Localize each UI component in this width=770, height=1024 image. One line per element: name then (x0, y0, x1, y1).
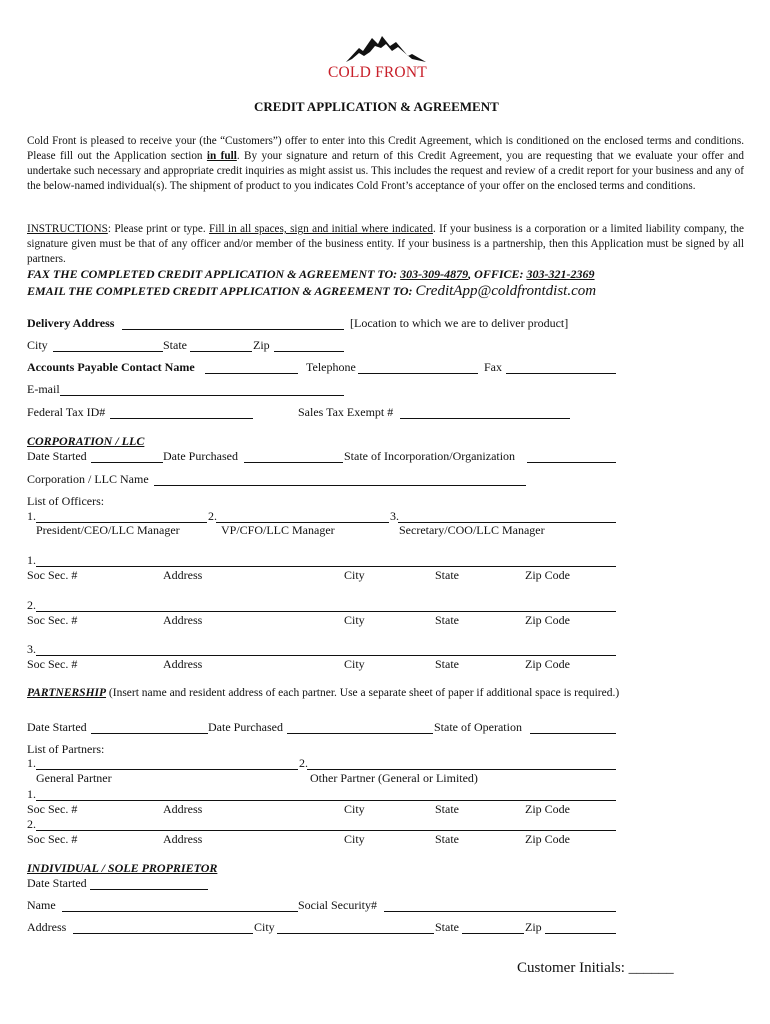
ind-date-started-label: Date Started (27, 876, 87, 890)
zip-field[interactable] (274, 351, 344, 352)
partner-detail-2-zip: Zip Code (525, 832, 570, 846)
instructions-label: INSTRUCTIONS (27, 223, 108, 235)
fax-number[interactable]: 303-309-4879 (400, 267, 469, 281)
sales-tax-field[interactable] (400, 418, 570, 419)
partner-detail-1-address: Address (163, 802, 203, 816)
corp-date-purchased-field[interactable] (244, 462, 343, 463)
officer-detail-2-field[interactable] (36, 611, 616, 612)
partner-detail-1-field[interactable] (36, 800, 616, 801)
ind-name-label: Name (27, 898, 56, 912)
officer-detail-2-soc: Soc Sec. # (27, 613, 78, 627)
state-label: State (163, 338, 187, 352)
partner-detail-2-state: State (435, 832, 459, 846)
corp-date-started-label: Date Started (27, 449, 87, 463)
ap-contact-field[interactable] (205, 373, 298, 374)
other-partner-label: Other Partner (General or Limited) (310, 771, 478, 785)
officer-detail-3-state: State (435, 657, 459, 671)
mountain-logo-icon (326, 32, 446, 68)
ind-address-label: Address (27, 920, 67, 934)
telephone-field[interactable] (358, 373, 478, 374)
ind-address-field[interactable] (73, 933, 253, 934)
fax-label: FAX THE COMPLETED CREDIT APPLICATION & AGREEMENT TO: (27, 267, 401, 281)
ind-zip-label: Zip (525, 920, 542, 934)
delivery-address-field[interactable] (122, 329, 344, 330)
email-field[interactable] (60, 395, 344, 396)
ind-zip-field[interactable] (545, 933, 616, 934)
corp-name-field[interactable] (154, 485, 526, 486)
instructions-underlined: Fill in all spaces, sign and initial where indicated (209, 223, 433, 235)
officer-2-num: 2. (208, 509, 217, 523)
officer-detail-1-zip: Zip Code (525, 568, 570, 582)
office-number[interactable]: 303-321-2369 (526, 267, 595, 281)
partner-2-field[interactable] (307, 769, 616, 770)
federal-tax-field[interactable] (110, 418, 253, 419)
corp-date-purchased-label: Date Purchased (163, 449, 238, 463)
ap-contact-label: Accounts Payable Contact Name (27, 360, 195, 374)
partner-detail-1-zip: Zip Code (525, 802, 570, 816)
officer-detail-3-field[interactable] (36, 655, 616, 656)
officer-detail-2-state: State (435, 613, 459, 627)
email-line (27, 283, 596, 300)
state-incorp-field[interactable] (527, 462, 616, 463)
partner-2-num: 2. (299, 756, 308, 770)
officer-detail-3-zip: Zip Code (525, 657, 570, 671)
logo (326, 32, 446, 84)
instructions-paragraph (27, 222, 744, 267)
corp-date-started-field[interactable] (91, 462, 163, 463)
partner-detail-2-soc: Soc Sec. # (27, 832, 78, 846)
email-link[interactable]: CreditApp@coldfrontdist.com (415, 283, 597, 299)
partner-date-purchased-label: Date Purchased (208, 720, 283, 734)
general-partner-label: General Partner (36, 771, 112, 785)
officer-detail-3-num: 3. (27, 642, 36, 656)
officer-3-num: 3. (390, 509, 399, 523)
officer-detail-3-soc: Soc Sec. # (27, 657, 78, 671)
officer-1-num: 1. (27, 509, 36, 523)
email-field-label: E-mail (27, 382, 60, 396)
officers-label: List of Officers: (27, 494, 105, 508)
officer-detail-1-city: City (344, 568, 365, 582)
fax-sep: , OFFICE: (468, 267, 527, 281)
officer-detail-2-city: City (344, 613, 365, 627)
officer-detail-1-soc: Soc Sec. # (27, 568, 78, 582)
delivery-note: [Location to which we are to deliver product] (350, 316, 569, 330)
officer-detail-1-field[interactable] (36, 566, 616, 567)
officer-detail-3-address: Address (163, 657, 203, 671)
ind-city-label: City (254, 920, 275, 934)
partners-label: List of Partners: (27, 742, 105, 756)
instructions-part2: . If your business is a corporation or a limited liability company, the signature given must be that of any officer and/or member of the business entity. If your business is a partnership, then this Application must be signed by all partners. (27, 223, 744, 265)
partnership-heading-row (27, 687, 619, 699)
email-label: EMAIL THE COMPLETED CREDIT APPLICATION & AGREEMENT TO: (27, 284, 416, 298)
partner-1-num: 1. (27, 756, 36, 770)
officer-detail-1-state: State (435, 568, 459, 582)
partner-1-field[interactable] (36, 769, 298, 770)
partner-date-started-field[interactable] (91, 733, 208, 734)
state-incorp-label: State of Incorporation/Organization (344, 449, 516, 463)
officer-detail-2-num: 2. (27, 598, 36, 612)
partner-detail-2-address: Address (163, 832, 203, 846)
delivery-address-label: Delivery Address (27, 316, 115, 330)
partner-detail-1-state: State (435, 802, 459, 816)
partner-detail-2-city: City (344, 832, 365, 846)
brand-name: COLD FRONT (328, 64, 427, 81)
partner-detail-1-soc: Soc Sec. # (27, 802, 78, 816)
individual-heading: INDIVIDUAL / SOLE PROPRIETOR (27, 861, 218, 875)
zip-label: Zip (253, 338, 270, 352)
officer-detail-3-city: City (344, 657, 365, 671)
intro-paragraph (27, 134, 744, 194)
page-title: CREDIT APPLICATION & AGREEMENT (254, 99, 499, 114)
ind-ssn-label: Social Security# (298, 898, 377, 912)
intro-suffix: . By your signature and return of this Credit Agreement, you are requesting that we evaluate your offer and undertake such necessary and appropriate credit inquiries as might assist us. This includes the request and review of a credit report for your business and any of the below-named individual(s). The shipment of product to you indicates Cold Front’s acceptance of your offer on the enclosed terms and conditions. (27, 150, 744, 192)
telephone-label: Telephone (306, 360, 356, 374)
ind-state-label: State (435, 920, 459, 934)
partner-detail-1-city: City (344, 802, 365, 816)
state-field[interactable] (190, 351, 252, 352)
partner-detail-2-field[interactable] (36, 830, 616, 831)
ind-city-field[interactable] (277, 933, 434, 934)
ind-name-field[interactable] (62, 911, 298, 912)
partner-date-started-label: Date Started (27, 720, 87, 734)
partnership-note: (Insert name and resident address of each partner. Use a separate sheet of paper if additional space is required.) (106, 687, 620, 699)
partner-detail-2-num: 2. (27, 817, 36, 831)
partner-date-purchased-field[interactable] (287, 733, 433, 734)
officer-detail-1-num: 1. (27, 553, 36, 567)
state-op-label: State of Operation (434, 720, 522, 734)
fax-field[interactable] (506, 373, 616, 374)
city-label: City (27, 338, 48, 352)
officer-role-2: VP/CFO/LLC Manager (221, 523, 335, 537)
instructions-part1: : Please print or type. (107, 223, 210, 235)
ind-date-started-field[interactable] (90, 889, 208, 890)
officer-detail-2-zip: Zip Code (525, 613, 570, 627)
corp-name-label: Corporation / LLC Name (27, 472, 149, 486)
officer-role-3: Secretary/COO/LLC Manager (399, 523, 545, 537)
ind-state-field[interactable] (462, 933, 524, 934)
federal-tax-label: Federal Tax ID# (27, 405, 106, 419)
intro-emph: in full (206, 150, 237, 162)
fax-label-field: Fax (484, 360, 502, 374)
officer-detail-2-address: Address (163, 613, 203, 627)
city-field[interactable] (53, 351, 163, 352)
partnership-heading: PARTNERSHIP (27, 687, 107, 699)
officer-role-1: President/CEO/LLC Manager (36, 523, 180, 537)
officer-detail-1-address: Address (163, 568, 203, 582)
ind-ssn-field[interactable] (384, 911, 616, 912)
state-op-field[interactable] (530, 733, 616, 734)
corporation-heading: CORPORATION / LLC (27, 434, 145, 448)
partner-detail-1-num: 1. (27, 787, 36, 801)
intro-prefix: Cold Front is pleased to receive your (the “Customers”) offer to enter into this Credit Agreement, which is conditioned on the enclosed terms and conditions. Please fill out the Application section (27, 135, 744, 162)
sales-tax-label: Sales Tax Exempt # (298, 405, 394, 419)
fax-line (27, 267, 595, 282)
customer-initials[interactable]: Customer Initials: ______ (517, 960, 674, 976)
